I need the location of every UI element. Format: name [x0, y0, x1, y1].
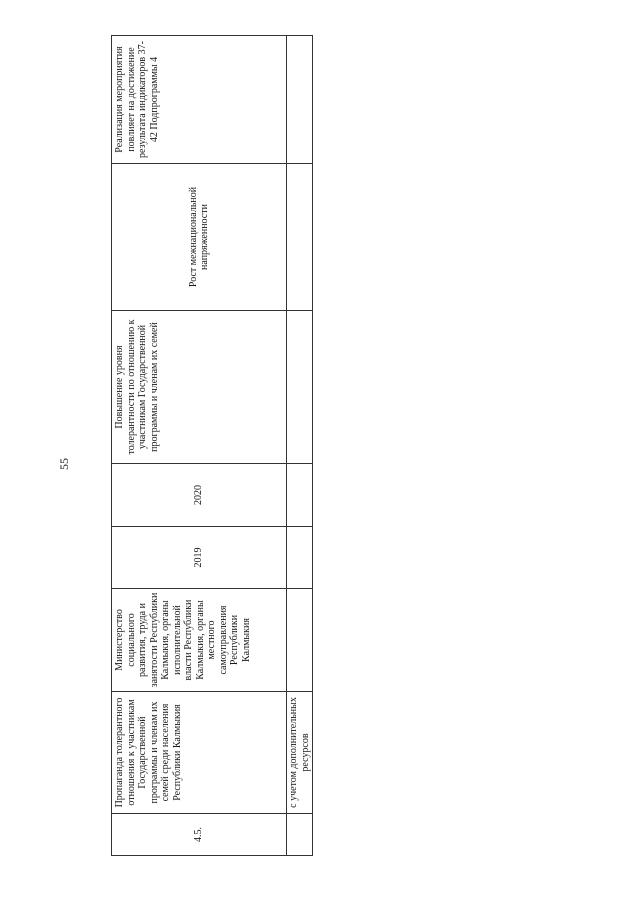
cell-start-year: 2019: [112, 527, 287, 589]
cell-indicator-link: Реализация мероприятия повлияет на достижение результата индикаторов 37-42 Подпрограммы 4: [112, 36, 287, 164]
cell-risk: Рост межнациональной напряженности: [112, 164, 287, 311]
cell-measure-name: Пропаганда толерантного отношения к участникам Государственной программы и членам их семей среди населения Республики Калмыкия: [112, 692, 287, 814]
table-row-extra: [287, 36, 313, 856]
cell-extra-empty: [287, 464, 313, 527]
page-number: 55: [57, 458, 71, 470]
cell-end-year: 2020: [112, 464, 287, 527]
cell-extra-empty: [287, 164, 313, 311]
measures-table: [111, 35, 313, 856]
cell-extra-empty: [287, 311, 313, 464]
cell-extra-empty: [287, 36, 313, 164]
cell-extra-empty: [287, 814, 313, 856]
cell-expected-result: Повышение уровня толерантности по отношению к участникам Государственной программы и членам их семей: [112, 311, 287, 464]
table-row: [112, 36, 287, 856]
cell-number: 4.5.: [112, 814, 287, 856]
cell-extra-empty: [287, 589, 313, 692]
cell-executor: Министерство социального развития, труда и занятости Республики Калмыкия, органы исполнительной власти Республики Калмыкия, органы местного самоуправления Республики Калмыкия: [112, 589, 287, 692]
cell-extra-empty: [287, 527, 313, 589]
rotated-table-block: [111, 36, 334, 856]
cell-extra-label: с учетом дополнительных ресурсов: [287, 692, 313, 814]
